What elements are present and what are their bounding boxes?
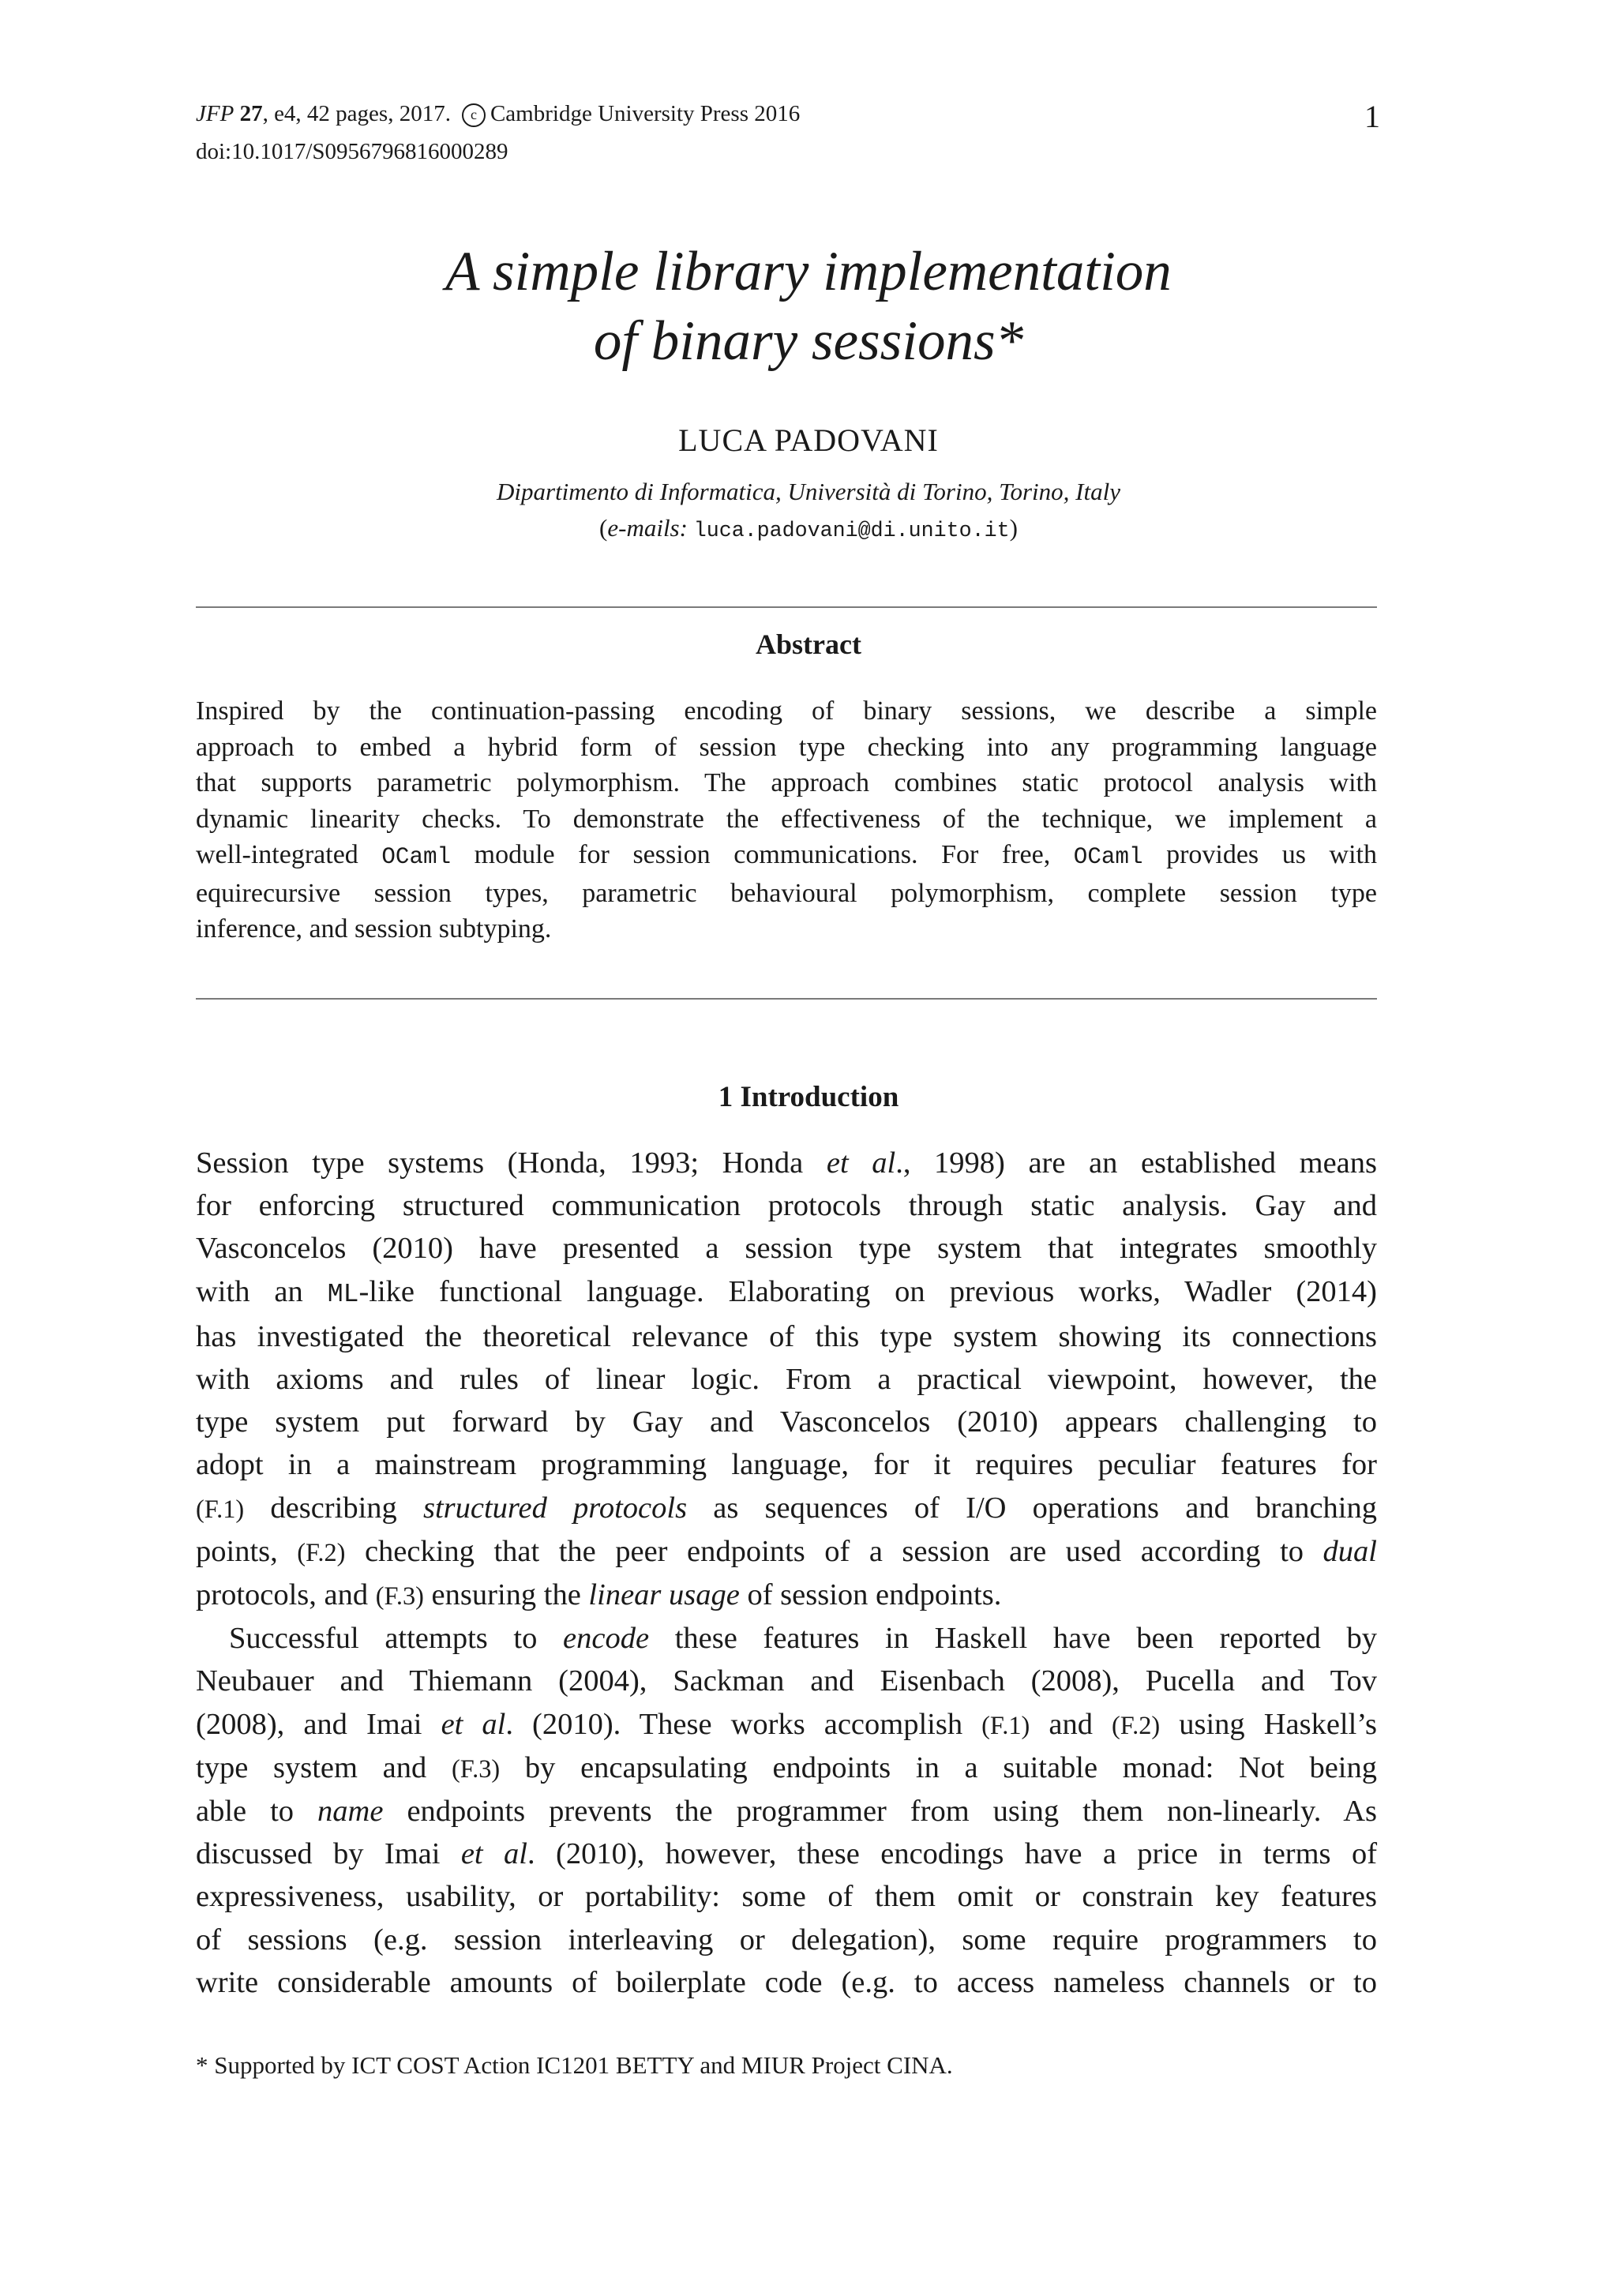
feature-ref: (F.3) <box>375 1581 424 1611</box>
body-line: adopt in a mainstream programming language, for it requires peculiar features for <box>196 1448 1377 1482</box>
body-line: for enforcing structured communication protocols through static analysis. Gay and <box>196 1189 1377 1223</box>
text-italic: name <box>317 1795 384 1829</box>
section-heading-introduction: 1 Introduction <box>718 1081 899 1113</box>
body-line: expressiveness, usability, or portability: some of them omit or constrain key features <box>196 1880 1377 1914</box>
text-run: . (2010). These works accomplish <box>505 1707 982 1741</box>
abstract-heading: Abstract <box>756 628 861 660</box>
feature-ref: (F.1) <box>196 1494 245 1523</box>
abstract-body <box>196 693 1377 947</box>
text-run: with an <box>196 1274 328 1308</box>
copyright-text: Cambridge University Press 2016 <box>490 101 801 126</box>
citation-line <box>196 95 1380 133</box>
text-run: and <box>1030 1707 1112 1741</box>
text-run: Successful attempts to <box>229 1622 564 1656</box>
author-name: LUCA PADOVANI <box>678 422 939 458</box>
abstract-line: inference, and session subtyping. <box>196 914 552 944</box>
text-run: protocols, and <box>196 1578 376 1612</box>
body-line: has investigated the theoretical relevance of this type system showing its connections <box>196 1319 1377 1353</box>
abstract-rule-top <box>196 606 1377 608</box>
text-run: module for session communications. For free, <box>451 840 1074 869</box>
abstract-line: dynamic linearity checks. To demonstrate the effectiveness of the technique, we implement a <box>196 804 1377 834</box>
body-line <box>196 1142 1377 1184</box>
body-line: of sessions (e.g. session interleaving or delegation), some require programmers to <box>196 1923 1377 1956</box>
text-run: Session type systems (Honda, 1993; Honda <box>196 1146 827 1180</box>
code-ocaml: OCaml <box>381 844 452 870</box>
body-line <box>196 1270 1377 1315</box>
running-header <box>196 95 1380 171</box>
feature-ref: (F.2) <box>1112 1710 1161 1739</box>
text-italic: dual <box>1322 1534 1377 1568</box>
email-line <box>0 510 1617 550</box>
text-run: ensuring the <box>423 1578 589 1612</box>
page-number: 1 <box>1364 99 1380 134</box>
body-line <box>196 1487 1377 1530</box>
text-italic: et al <box>441 1707 506 1741</box>
feature-ref: (F.2) <box>297 1537 346 1566</box>
abstract-line: approach to embed a hybrid form of session type checking into any programming language <box>196 732 1377 762</box>
text-run: by encapsulating endpoints in a suitable monad: Not being <box>500 1750 1377 1784</box>
author-affiliation <box>0 474 1617 550</box>
body-line <box>196 1746 1377 1790</box>
text-italic: et al <box>460 1837 527 1871</box>
journal-abbrev: JFP <box>196 101 234 126</box>
text-run: using Haskell’s <box>1160 1707 1377 1741</box>
abstract-line: that supports parametric polymorphism. The approach combines static protocol analysis with <box>196 768 1377 797</box>
feature-ref: (F.3) <box>451 1754 501 1783</box>
body-line: Neubauer and Thiemann (2004), Sackman and Eisenbach (2008), Pucella and Tov <box>196 1664 1377 1698</box>
title-line-2: of binary sessions* <box>593 310 1024 372</box>
doi: doi:10.1017/S0956796816000289 <box>196 139 508 164</box>
text-run: able to <box>196 1795 318 1829</box>
body-line: Vasconcelos (2010) have presented a session type system that integrates smoothly <box>196 1232 1377 1266</box>
text-run: describing <box>244 1491 423 1525</box>
text-run: these features in Haskell have been reported by <box>649 1622 1377 1656</box>
text-run: (2008), and Imai <box>196 1707 441 1741</box>
journal-volume: 27 <box>239 101 263 126</box>
text-run: as sequences of I/O operations and branching <box>687 1491 1378 1525</box>
introduction-body <box>196 1142 1377 2004</box>
text-italic: structured protocols <box>422 1491 688 1525</box>
body-line: type system put forward by Gay and Vasconcelos (2010) appears challenging to <box>196 1405 1377 1439</box>
text-run: endpoints prevents the programmer from using them non-linearly. As <box>383 1795 1377 1829</box>
body-line <box>196 1833 1377 1875</box>
text-run: checking that the peer endpoints of a session are used according to <box>345 1534 1323 1568</box>
body-line <box>196 1530 1377 1574</box>
body-line <box>196 1703 1377 1746</box>
body-line <box>196 1574 1377 1617</box>
citation-details: , e4, 42 pages, 2017. <box>262 101 451 126</box>
title-line-1: A simple library implementation <box>445 241 1172 302</box>
text-run: discussed by Imai <box>196 1837 461 1871</box>
copyright-icon: c <box>462 103 486 127</box>
abstract-line: equirecursive session types, parametric behavioural polymorphism, complete session type <box>196 878 1377 908</box>
footnote: * Supported by ICT COST Action IC1201 BETTY and MIUR Project CINA. <box>196 2051 953 2079</box>
text-run: well-integrated <box>196 840 382 869</box>
body-line <box>196 1790 1377 1833</box>
body-line <box>196 1617 1377 1660</box>
abstract-line <box>196 837 1377 876</box>
code-ocaml: OCaml <box>1073 844 1143 870</box>
feature-ref: (F.1) <box>981 1710 1030 1739</box>
department: Dipartimento di Informatica, Università di Torino, Torino, Italy <box>497 478 1120 505</box>
email-address: luca.padovani@di.unito.it <box>693 520 1010 543</box>
text-italic: et al <box>826 1146 896 1180</box>
body-line: with axioms and rules of linear logic. From a practical viewpoint, however, the <box>196 1363 1377 1397</box>
abstract-line: Inspired by the continuation-passing encoding of binary sessions, we describe a simple <box>196 696 1377 726</box>
email-paren-close: ) <box>1009 514 1018 542</box>
text-run: . (2010), however, these encodings have a price in terms of <box>527 1837 1378 1871</box>
email-label: e-mails: <box>607 514 688 542</box>
text-run: type system and <box>196 1750 452 1784</box>
text-run: of session endpoints. <box>739 1578 1002 1612</box>
email-paren-open: ( <box>599 514 608 542</box>
abstract-rule-bottom <box>196 998 1377 1000</box>
text-italic: encode <box>563 1622 650 1656</box>
text-run: provides us with <box>1142 840 1377 869</box>
body-line: write considerable amounts of boilerplate code (e.g. to access nameless channels or to <box>196 1965 1377 1999</box>
text-run: ., 1998) are an established means <box>895 1146 1377 1180</box>
text-run: -like functional language. Elaborating on previous works, Wadler (2014) <box>358 1274 1377 1308</box>
paper-title <box>0 237 1617 376</box>
text-italic: linear usage <box>588 1578 740 1612</box>
code-ml: ML <box>327 1278 359 1309</box>
text-run: points, <box>196 1534 298 1568</box>
